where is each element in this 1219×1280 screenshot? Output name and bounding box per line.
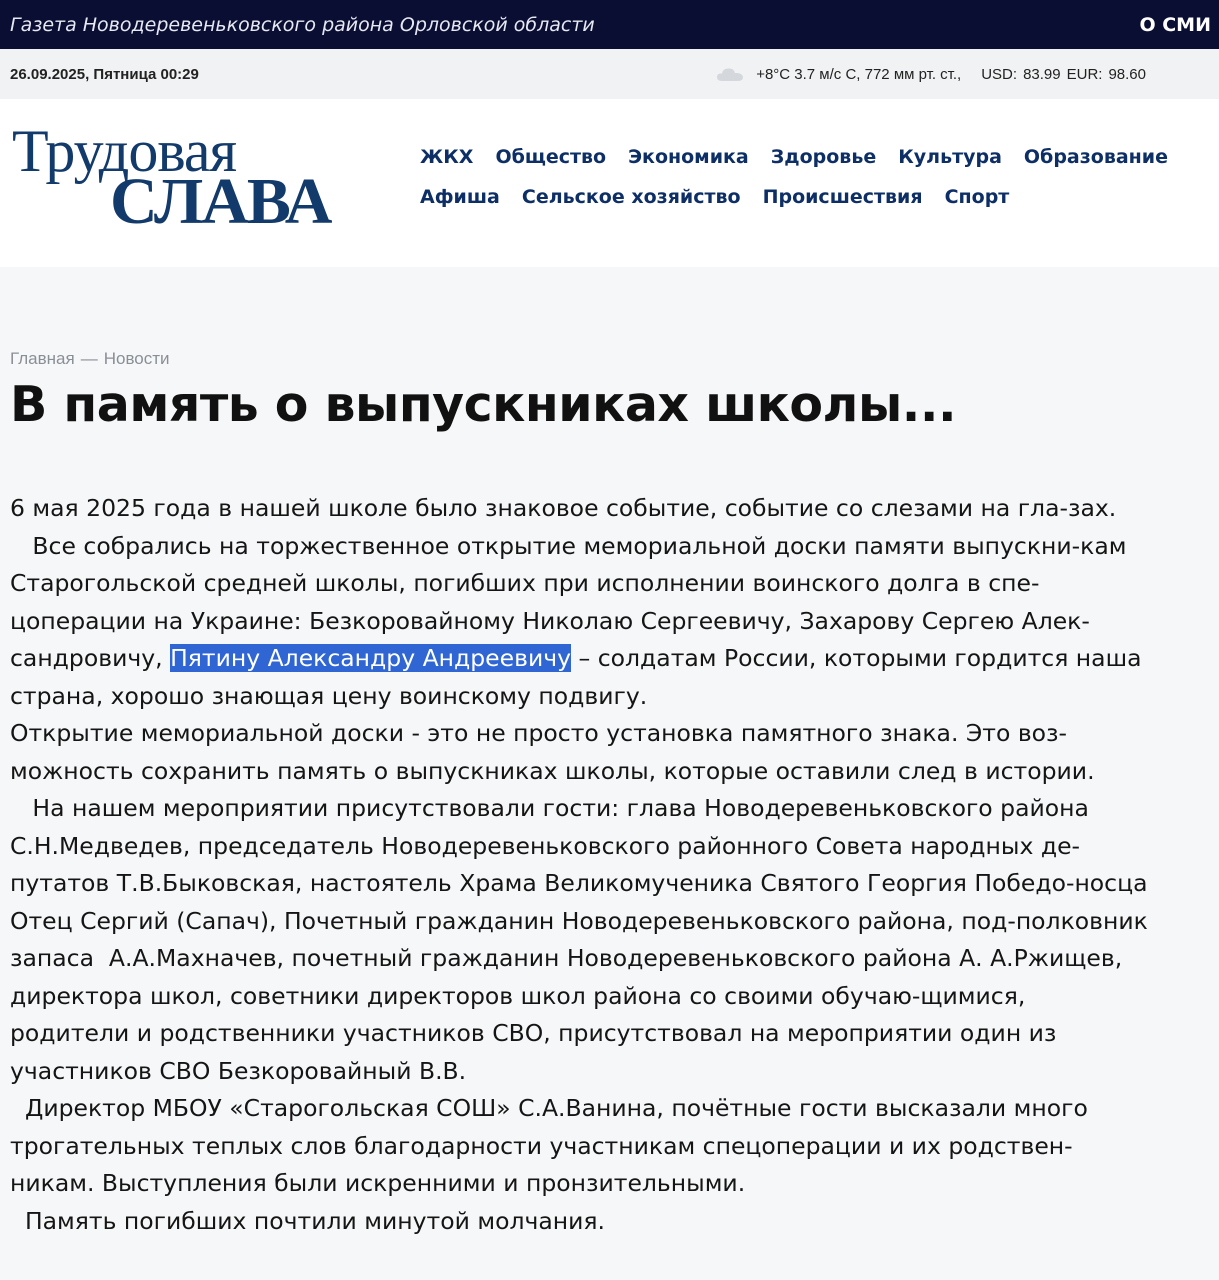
nav-item-health[interactable]: Здоровье bbox=[770, 146, 877, 168]
nav-item-zhkh[interactable]: ЖКХ bbox=[420, 146, 474, 168]
paragraph-2-end: – солдатам России, которыми гордится наша страна, хорошо знающая цену воинскому подвигу. bbox=[10, 644, 1149, 710]
site-logo[interactable] bbox=[10, 118, 390, 238]
nav-item-economy[interactable]: Экономика bbox=[628, 146, 749, 168]
site-tagline: Газета Новодеревеньковского района Орловской области bbox=[10, 13, 595, 36]
site-header bbox=[0, 99, 1219, 267]
article-body bbox=[10, 490, 1156, 1240]
usd-label: USD: bbox=[981, 65, 1018, 83]
current-date: 26.09.2025, Пятница 00:29 bbox=[10, 65, 199, 83]
nav-item-incidents[interactable]: Происшествия bbox=[762, 186, 923, 208]
paragraph-2-start: Все собрались на торжественное открытие мемориальной доски памяти выпускни-кам Старогольской средней школы, погибших при исполнении воинского долга в спе-цоперации на Украине: Безкоровайному Николаю Сергеевичу, Захарову Сергею Алек-сандровичу, bbox=[10, 531, 1134, 672]
nav-item-culture[interactable]: Культура bbox=[898, 146, 1002, 168]
nav-item-sport[interactable]: Спорт bbox=[944, 186, 1010, 208]
nav-item-agriculture[interactable]: Сельское хозяйство bbox=[521, 186, 741, 208]
selected-text-highlight[interactable]: Пятину Александру Андреевичу bbox=[170, 644, 572, 672]
weather-currency bbox=[716, 66, 1146, 83]
eur-value: 98.60 bbox=[1108, 65, 1146, 83]
article-paragraph-2 bbox=[10, 528, 1150, 716]
breadcrumb bbox=[10, 349, 170, 369]
eur-label: EUR: bbox=[1066, 65, 1103, 83]
logo-line-1: Трудовая bbox=[12, 118, 237, 184]
article-paragraph-3: Открытие мемориальной доски - это не просто установка памятного знака. Это воз-можность сохранить память о выпускниках школы, которые оставили след в истории. bbox=[10, 719, 1095, 785]
nav-item-society[interactable]: Общество bbox=[495, 146, 607, 168]
article-paragraph-4: На нашем мероприятии присутствовали гости: глава Новодеревеньковского района С.Н.Медведев, председатель Новодеревеньковского районного Совета народных де-путатов Т.В.Быковская, настоятель Храма Великомученика Святого Георгия Победо-носца Отец Сергий (Сапач), Почетный гражданин Новодеревеньковского района, под-полковник запаса А.А.Махначев, почетный гражданин Новодеревеньковского района А. А.Ржищев, директора школ, советники директоров школ района со своими обучаю-щимися, родители и родственники участников СВО, присутствовал на мероприятии один из участников СВО Безкоровайный В.В. bbox=[10, 794, 1156, 1085]
breadcrumb-home[interactable]: Главная bbox=[10, 349, 75, 368]
nav-item-afisha[interactable]: Афиша bbox=[420, 186, 500, 208]
article-paragraph-1: 6 мая 2025 года в нашей школе было знаковое событие, событие со слезами на гла-зах. bbox=[10, 494, 1117, 522]
top-bar bbox=[0, 0, 1219, 49]
logo-line-2: СЛАВА bbox=[110, 165, 331, 238]
usd-value: 83.99 bbox=[1023, 65, 1061, 83]
cloud-icon bbox=[716, 66, 744, 82]
article-title: В память о выпускниках школы... bbox=[10, 376, 957, 433]
article-paragraph-6: Память погибших почтили минутой молчания. bbox=[10, 1206, 605, 1235]
breadcrumb-separator: — bbox=[80, 349, 98, 368]
article-paragraph-5: Директор МБОУ «Старогольская СОШ» С.А.Ванина, почётные гости высказали много трогательных теплых слов благодарности участникам спецоперации и их родствен-никам. Выступления были искренними и пронзительными. bbox=[10, 1094, 1096, 1197]
breadcrumb-news[interactable]: Новости bbox=[103, 349, 170, 368]
about-media-link[interactable]: О СМИ bbox=[1139, 13, 1211, 36]
weather-text: +8°C 3.7 м/с С, 772 мм рт. ст., bbox=[756, 65, 962, 83]
main-nav bbox=[420, 143, 1210, 211]
nav-item-education[interactable]: Образование bbox=[1023, 146, 1169, 168]
info-bar bbox=[0, 49, 1219, 99]
